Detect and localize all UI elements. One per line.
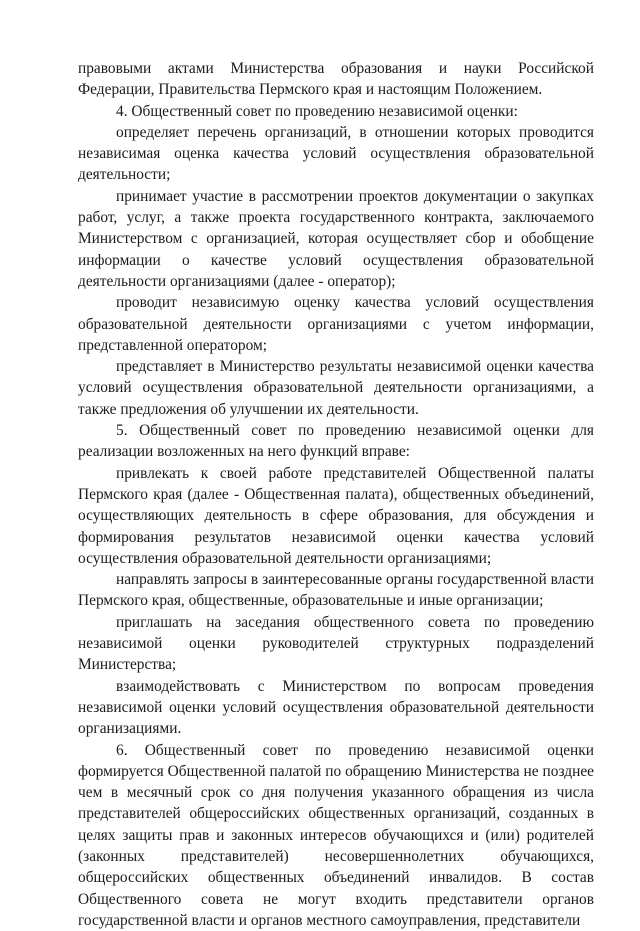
paragraph-section-4-heading: 4. Общественный совет по проведению независимой оценки: <box>78 101 594 122</box>
paragraph-section-4-item-2: принимает участие в рассмотрении проектов документации о закупках работ, услуг, а также проекта государственного контракта, заключаемого Министерством с организацией, которая осуществляет сбор и обобщение информации о качестве условий осуществления образовательной деятельности организациями (далее - оператор); <box>78 186 594 292</box>
paragraph-section-5-heading: 5. Общественный совет по проведению независимой оценки для реализации возложенных на него функций вправе: <box>78 420 594 463</box>
paragraph-section-5-item-2: направлять запросы в заинтересованные органы государственной власти Пермского края, общественные, образовательные и иные организации; <box>78 569 594 612</box>
paragraph-section-5-item-1: привлекать к своей работе представителей Общественной палаты Пермского края (далее - Общественная палата), общественных объединений, осуществляющих деятельность в сфере образования, для обсуждения и формирования результатов независимой оценки качества условий осуществления образовательной деятельности организациями; <box>78 463 594 569</box>
document-page <box>78 58 594 931</box>
paragraph-section-6: 6. Общественный совет по проведению независимой оценки формируется Общественной палатой по обращению Министерства не позднее чем в месячный срок со дня получения указанного обращения из числа представителей общероссийских общественных организаций, созданных в целях защиты прав и законных интересов обучающихся и (или) родителей (законных представителей) несовершеннолетних обучающихся, общероссийских общественных объединений инвалидов. В состав Общественного совета не могут входить представители органов государственной власти и органов местного самоуправления, представители <box>78 740 594 931</box>
paragraph-intro-continuation: правовыми актами Министерства образования и науки Российской Федерации, Правительства Пермского края и настоящим Положением. <box>78 58 594 101</box>
paragraph-section-4-item-3: проводит независимую оценку качества условий осуществления образовательной деятельности организациями с учетом информации, представленной оператором; <box>78 292 594 356</box>
paragraph-section-4-item-1: определяет перечень организаций, в отношении которых проводится независимая оценка качества условий осуществления образовательной деятельности; <box>78 122 594 186</box>
paragraph-section-5-item-4: взаимодействовать с Министерством по вопросам проведения независимой оценки условий осуществления образовательной деятельности организациями. <box>78 676 594 740</box>
paragraph-section-4-item-4: представляет в Министерство результаты независимой оценки качества условий осуществления образовательной деятельности организациями, а также предложения об улучшении их деятельности. <box>78 356 594 420</box>
paragraph-section-5-item-3: приглашать на заседания общественного совета по проведению независимой оценки руководителей структурных подразделений Министерства; <box>78 612 594 676</box>
